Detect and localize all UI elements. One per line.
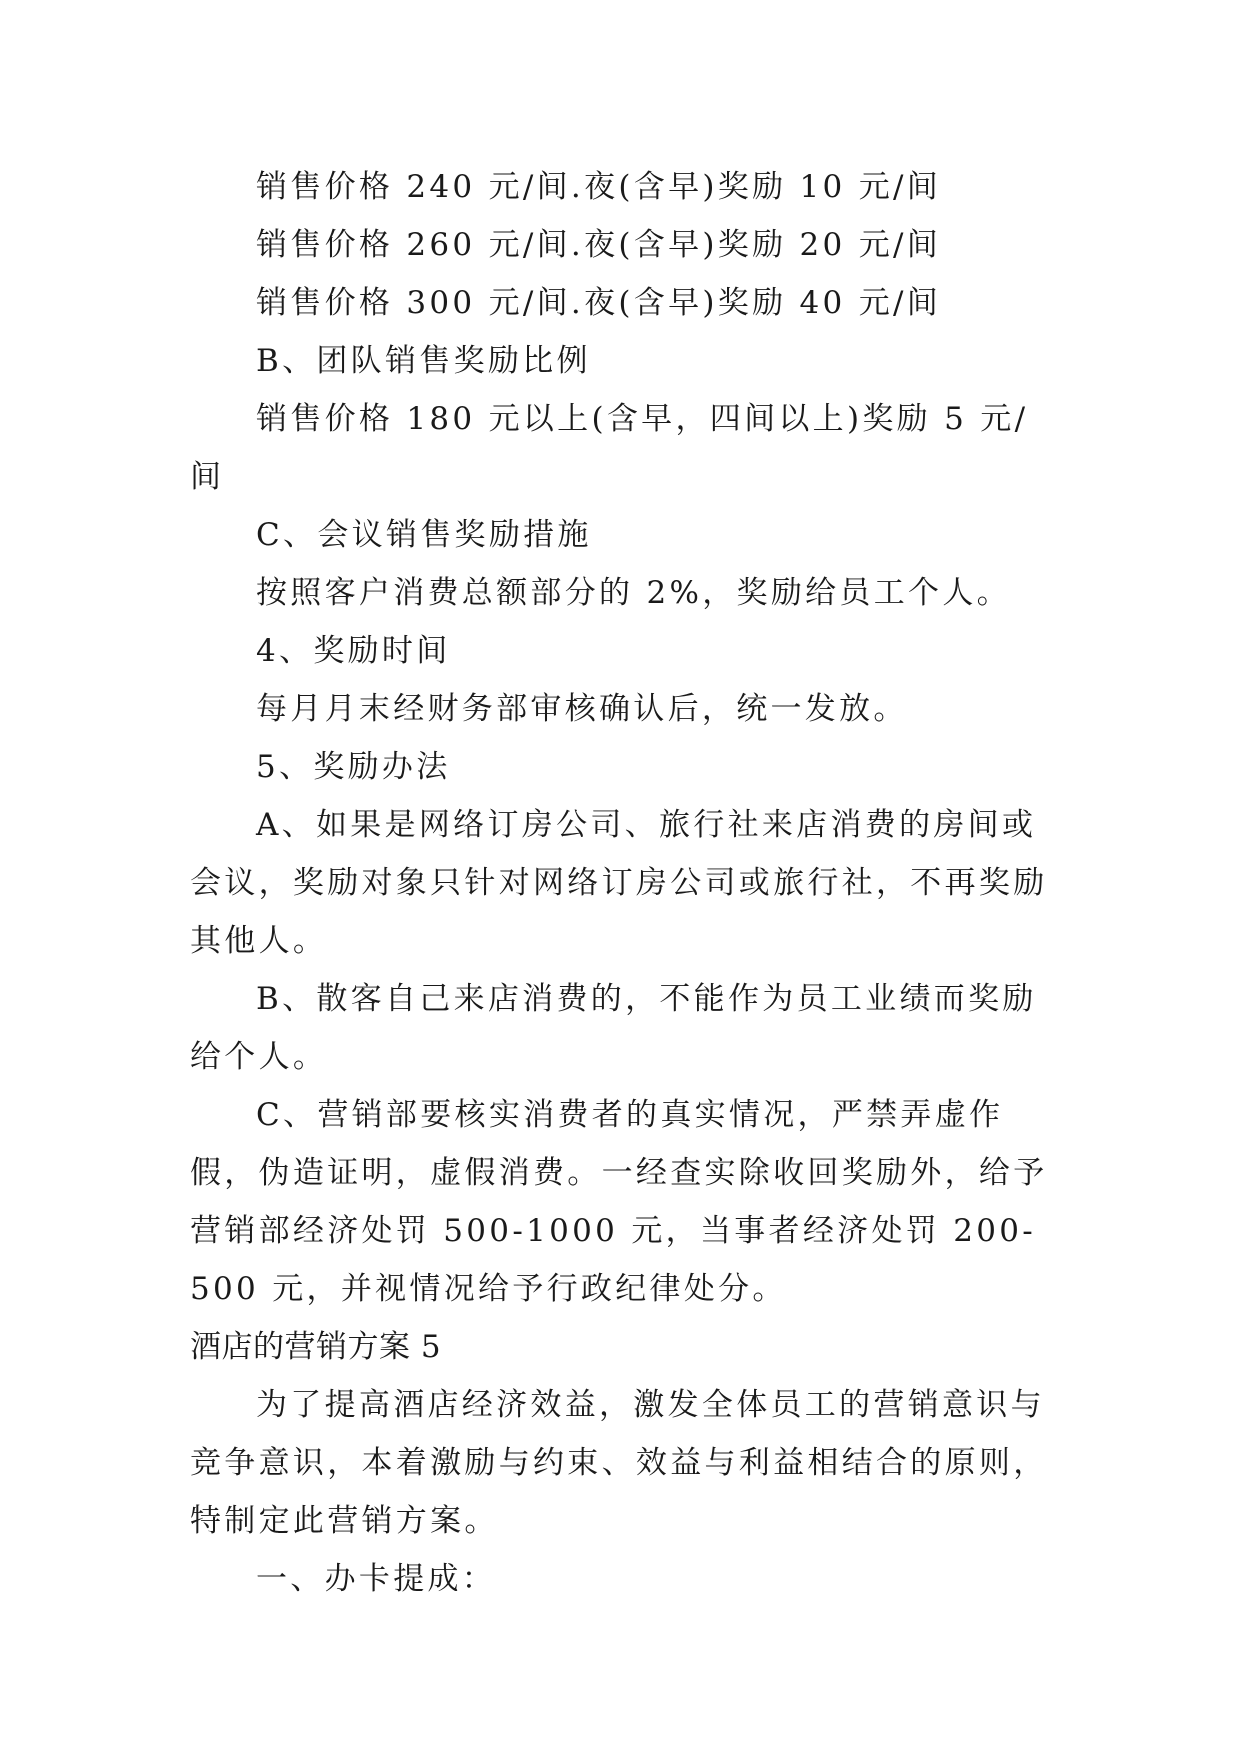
paragraph-plan-intro: 为了提高酒店经济效益，激发全体员工的营销意识与竞争意识，本着激励与约束、效益与利益相结合的原则，特制定此营销方案。 [190,1387,1048,1539]
paragraph-reward-time-heading: 4、奖励时间 [256,633,451,669]
paragraph-reward-method-heading: 5、奖励办法 [256,749,451,785]
paragraph-method-b: B、散客自己来店消费的，不能作为员工业绩而奖励给个人。 [190,981,1037,1075]
paragraph-team-reward-heading: B、团队销售奖励比例 [256,343,591,379]
paragraph-price-240: 销售价格 240 元/间.夜(含早)奖励 10 元/间 [256,169,942,205]
paragraph-price-260: 销售价格 260 元/间.夜(含早)奖励 20 元/间 [256,227,942,263]
paragraph-card-commission-heading: 一、办卡提成： [256,1561,497,1597]
paragraph-method-c: C、营销部要核实消费者的真实情况，严禁弄虚作假，伪造证明，虚假消费。一经查实除收回奖励外，给予营销部经济处罚 500-1000 元，当事者经济处罚 200-500 元，并视情况给予行政纪律处分。 [190,1097,1048,1307]
paragraph-reward-time-body: 每月月末经财务部审核确认后，统一发放。 [256,691,908,727]
section-title-plan-5: 酒店的营销方案 5 [190,1329,442,1365]
paragraph-price-300: 销售价格 300 元/间.夜(含早)奖励 40 元/间 [256,285,942,321]
paragraph-method-a: A、如果是网络订房公司、旅行社来店消费的房间或会议，奖励对象只针对网络订房公司或旅行社，不再奖励其他人。 [190,807,1048,959]
document-body [190,158,1056,1608]
paragraph-meeting-reward-heading: C、会议销售奖励措施 [256,517,592,553]
paragraph-team-price-180: 销售价格 180 元以上(含早，四间以上)奖励 5 元/间 [190,401,1029,495]
paragraph-meeting-reward-rate: 按照客户消费总额部分的 2%，奖励给员工个人。 [256,575,1011,611]
